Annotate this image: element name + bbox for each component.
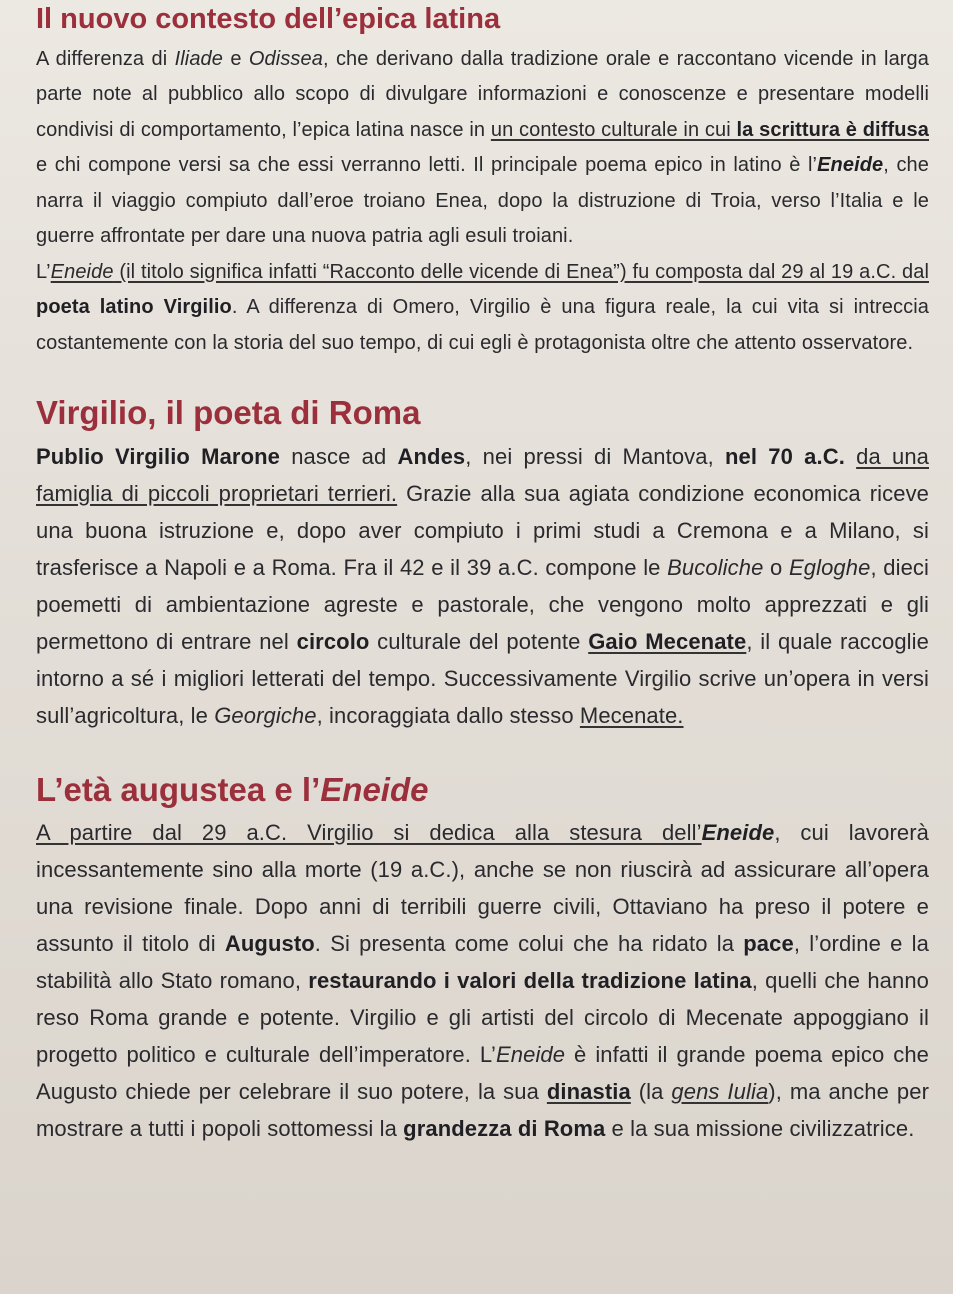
text-run: Augusto <box>224 930 315 956</box>
text-run: Iliade <box>174 47 223 70</box>
text-run: restaurando i valori della tradizione latina <box>308 967 752 993</box>
text-run: nel 70 a.C. <box>725 443 845 469</box>
text-run: , che derivano dalla tradizione orale e raccontano vicende in larga parte note al pubblico allo scopo di divulgare informazioni e conoscenze e presentare modelli condivisi di comportamento, l’epica latina nasce in <box>36 47 929 141</box>
text-run: dinastia <box>546 1078 631 1104</box>
text-run: Eneide <box>701 819 775 845</box>
text-run: Eneide <box>50 260 114 283</box>
text-run: culturale del potente <box>369 628 589 654</box>
text-run: , nei pressi di Mantova, <box>465 443 726 469</box>
text-run: Georgiche <box>214 702 317 728</box>
text-run: Andes <box>397 443 466 469</box>
section-title <box>36 772 929 808</box>
text-run: o <box>763 554 789 580</box>
section-nuovo-contesto <box>36 4 929 361</box>
text-run: e la sua missione civilizzatrice. <box>605 1115 915 1141</box>
text-run: , il quale raccoglie intorno a sé i migliori letterati del tempo. Successivamente Virgilio scrive un’opera in versi sull’agricoltura, le <box>36 628 929 728</box>
paragraph <box>36 814 929 1147</box>
text-run: Eneide <box>817 154 884 177</box>
paragraph <box>36 42 929 255</box>
text-run: e <box>223 47 249 70</box>
text-run: . A differenza di Omero, Virgilio è una figura reale, la cui vita si intreccia costantemente con la storia del suo tempo, di cui egli è protagonista oltre che attento osservatore. <box>36 296 929 354</box>
text-run: grandezza di Roma <box>403 1115 606 1141</box>
text-run: , che narra il viaggio compiuto dall’eroe troiano Enea, dopo la distruzione di Troia, verso l’Italia e le guerre affrontate per dare una nuova patria agli esuli troiani. <box>36 154 929 248</box>
section-title-italic: Eneide <box>320 770 429 808</box>
section-eta-augustea <box>36 772 929 1147</box>
text-run: L’ <box>36 260 51 283</box>
text-run: Bucoliche <box>667 554 764 580</box>
text-run: gens Iulia <box>671 1078 769 1104</box>
text-run: poeta latino Virgilio <box>36 296 232 319</box>
text-run: (il titolo significa infatti “Racconto delle vicende di Enea”) fu composta dal 29 al 19 a.C. dal <box>113 260 929 283</box>
text-run: , l’ordine e la stabilità allo Stato romano, <box>36 930 929 993</box>
text-run: Grazie alla sua agiata condizione economica riceve una buona istruzione e, dopo aver compiuto i primi studi a Cremona e a Milano, si trasferisce a Napoli e a Roma. Fra il 42 e il 39 a.C. compone le <box>36 480 929 580</box>
text-run: Mecenate. <box>579 702 684 728</box>
text-run: Eneide <box>496 1041 566 1067</box>
text-run: un contesto culturale in cui <box>490 118 737 141</box>
text-run: da una famiglia di piccoli proprietari terrieri. <box>36 443 929 506</box>
text-run: nasce ad <box>280 443 398 469</box>
text-run: è infatti il grande poema epico che Augusto chiede per celebrare il suo potere, la sua <box>36 1041 929 1104</box>
paragraph <box>36 255 929 362</box>
text-run: . Si presenta come colui che ha ridato la <box>314 930 744 956</box>
text-run: A differenza di <box>36 47 175 70</box>
text-run: Gaio Mecenate <box>588 628 747 654</box>
text-run: (la <box>630 1078 672 1104</box>
text-run: , dieci poemetti di ambientazione agreste e pastorale, che vengono molto apprezzati e gli permettono di entrare nel <box>36 554 930 654</box>
text-run: , incoraggiata dallo stesso <box>316 702 580 728</box>
paragraph <box>36 438 929 734</box>
text-run: Egloghe <box>788 554 871 580</box>
text-run: , quelli che hanno reso Roma grande e potente. Virgilio e gli artisti del circolo di Mecenate appoggiano il progetto politico e culturale dell’imperatore. L’ <box>36 967 929 1067</box>
text-run: circolo <box>296 628 370 654</box>
text-run: A partire dal 29 a.C. Virgilio si dedica alla stesura dell’ <box>36 819 702 845</box>
text-run: pace <box>743 930 794 956</box>
text-run: , cui lavorerà incessantemente sino alla morte (19 a.C.), anche se non riuscirà ad assicurare all’opera una revisione finale. Dopo anni di terribili guerre civili, Ottaviano ha preso il potere e assunto il titolo di <box>36 819 929 956</box>
section-virgilio <box>36 395 929 733</box>
text-run: e chi compone versi sa che essi verranno letti. Il principale poema epico in latino è l’ <box>36 154 818 177</box>
text-run: Odissea <box>248 47 323 70</box>
text-run: la scrittura è diffusa <box>736 118 930 141</box>
section-title: Il nuovo contesto dell’epica latina <box>36 3 501 35</box>
text-run: ), ma anche per mostrare a tutti i popoli sottomessi la <box>36 1078 929 1141</box>
section-title-plain: L’età augustea e l’ <box>36 770 321 808</box>
text-run <box>845 444 856 469</box>
section-title: Virgilio, il poeta di Roma <box>36 394 421 432</box>
text-run: Publio Virgilio Marone <box>36 443 281 469</box>
